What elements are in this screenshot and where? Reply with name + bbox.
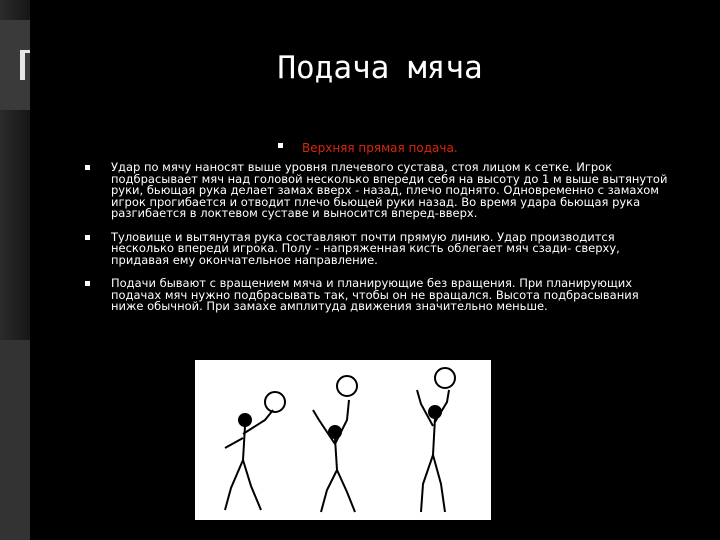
strip-band xyxy=(0,340,30,540)
square-bullet-icon xyxy=(85,235,90,240)
bullet-text: Подачи бывают с вращением мяча и планирующие без вращения. При планирующих подачах мяч нужно подбрасывать так, чтобы он не вращался. Высота подбрасывания ниже обычной. При замахе амплитуда движения значительно меньше. xyxy=(111,276,639,313)
subheading: Верхняя прямая подача. xyxy=(302,141,458,155)
ball-icon xyxy=(337,376,357,396)
bullet-text: Туловище и вытянутая рука составляют почти прямую линию. Удар производится несколько впереди игрока. Полу - напряженная кисть облегает мяч сзади- сверху, придавая ему окончательное направление. xyxy=(111,229,620,267)
strip-band xyxy=(0,20,30,110)
bullet-list xyxy=(85,162,685,325)
volleyball-serve-illustration xyxy=(195,360,491,520)
square-bullet-icon xyxy=(278,143,283,148)
corner-accent-mark xyxy=(20,50,30,53)
list-item xyxy=(85,162,685,220)
ball-icon xyxy=(435,368,455,388)
square-bullet-icon xyxy=(85,165,90,170)
list-item xyxy=(85,278,685,313)
slide-title: Подача мяча xyxy=(277,50,483,86)
corner-accent-mark xyxy=(20,50,25,80)
square-bullet-icon xyxy=(85,281,90,286)
side-decoration-strip xyxy=(0,0,30,540)
bullet-text: Удар по мячу наносят выше уровня плечевого сустава, стоя лицом к сетке. Игрок подбрасывает мяч над головой несколько впереди себя на высоту до 1 м выше вытянутой руки, бьющая рука делает замах вверх - назад, плечо поднято. Одновременно с замахом игрок прогибается и отводит плечо бьющей руки назад. Во время удара бьющая рука разгибается в локтевом суставе и выносится вперед-вверх. xyxy=(111,160,668,220)
ball-icon xyxy=(265,392,285,412)
list-item xyxy=(85,229,685,267)
serve-sequence-drawing xyxy=(195,360,491,520)
